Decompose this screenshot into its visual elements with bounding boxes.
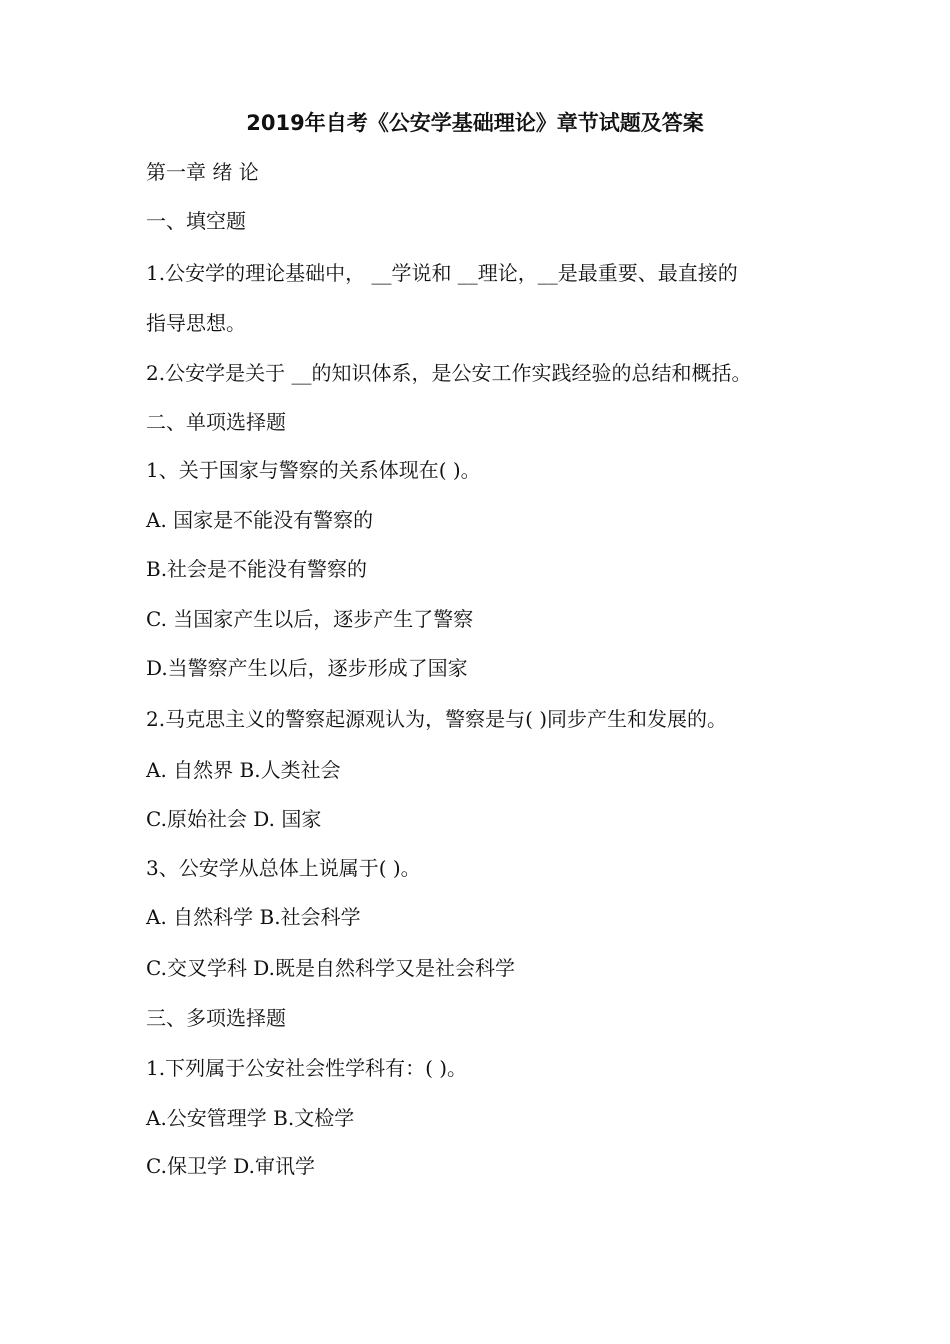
question-1-option-c: C. 当国家产生以后，逐步产生了警察 [146,607,474,631]
section-heading-single-choice: 二、单项选择题 [146,410,286,434]
question-3-options-ab: A. 自然科学 B.社会科学 [146,905,361,929]
single-choice-question-1: 1、关于国家与警察的关系体现在( )。 [146,458,481,482]
document-title: 2019年自考《公安学基础理论》章节试题及答案 [246,111,704,135]
question-1-option-b: B.社会是不能没有警察的 [146,557,368,581]
question-2-options-ab: A. 自然界 B.人类社会 [146,758,341,782]
fill-in-question-2: 2.公安学是关于 __的知识体系，是公安工作实践经验的总结和概括。 [146,361,752,385]
multi-question-1-options-ab: A.公安管理学 B.文检学 [146,1106,355,1130]
question-2-options-cd: C.原始社会 D. 国家 [146,807,322,831]
section-heading-fill-in: 一、填空题 [146,209,246,233]
single-choice-question-3: 3、公安学从总体上说属于( )。 [146,856,421,880]
multiple-choice-question-1: 1.下列属于公安社会性学科有：( )。 [146,1056,468,1080]
question-3-options-cd: C.交叉学科 D.既是自然科学又是社会科学 [146,956,515,980]
section-heading-multiple-choice: 三、多项选择题 [146,1006,286,1030]
single-choice-question-2: 2.马克思主义的警察起源观认为，警察是与( )同步产生和发展的。 [146,707,728,731]
chapter-heading: 第一章 绪 论 [146,160,259,184]
question-1-option-d: D.当警察产生以后，逐步形成了国家 [146,656,468,680]
question-1-option-a: A. 国家是不能没有警察的 [146,508,374,532]
fill-in-question-1-continued: 指导思想。 [146,311,246,335]
fill-in-question-1: 1.公安学的理论基础中， __学说和 __理论，__是最重要、最直接的 [146,261,738,285]
multi-question-1-options-cd: C.保卫学 D.审讯学 [146,1154,315,1178]
